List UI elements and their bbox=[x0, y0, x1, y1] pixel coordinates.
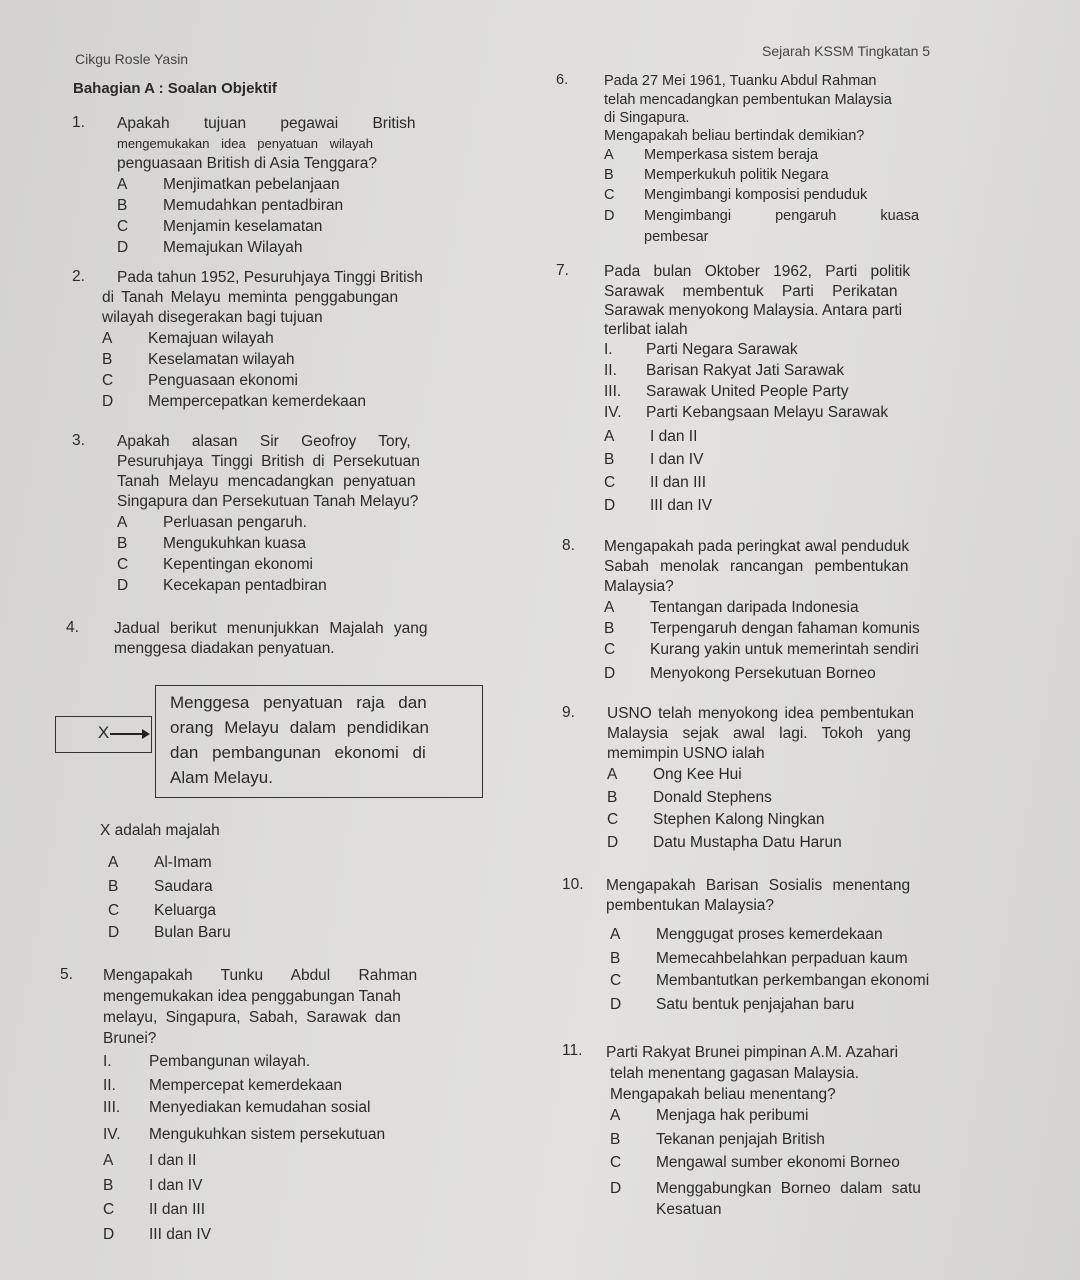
question-number: 2. bbox=[72, 268, 85, 285]
option-c[interactable] bbox=[610, 970, 972, 994]
option-letter: IV. bbox=[103, 1126, 121, 1143]
question-text: terlibat ialah bbox=[604, 321, 688, 338]
option-a[interactable] bbox=[117, 174, 457, 195]
statement-iii bbox=[103, 1098, 470, 1123]
option-d[interactable] bbox=[604, 206, 956, 227]
option-letter: B bbox=[604, 167, 614, 183]
option-letter: D bbox=[604, 497, 616, 514]
question-4 bbox=[66, 619, 486, 659]
option-text: II dan III bbox=[149, 1201, 206, 1218]
option-a[interactable] bbox=[103, 1150, 470, 1175]
question-text: wilayah disegerakan bagi tujuan bbox=[102, 309, 323, 326]
question-text: Mengapakah Barisan Sosialis menentang bbox=[606, 877, 911, 894]
option-letter: D bbox=[607, 834, 619, 851]
option-a[interactable] bbox=[102, 328, 472, 349]
option-text: Menjimatkan pebelanjaan bbox=[163, 176, 340, 193]
statement-ii bbox=[604, 360, 956, 381]
option-letter: C bbox=[604, 187, 615, 203]
option-letter: B bbox=[610, 1131, 621, 1148]
option-letter: A bbox=[604, 147, 614, 163]
option-letter: D bbox=[610, 1180, 622, 1197]
option-letter: A bbox=[604, 599, 615, 616]
option-text: Pembangunan wilayah. bbox=[149, 1053, 311, 1070]
question-text: Malaysia sejak awal lagi. Tokoh yang bbox=[607, 725, 911, 742]
question-1 bbox=[72, 114, 457, 258]
statement-i bbox=[604, 339, 956, 360]
question-text: Apakah alasan Sir Geofroy Tory, bbox=[117, 433, 411, 450]
option-letter: C bbox=[607, 811, 619, 828]
option-text: Tekanan penjajah British bbox=[656, 1131, 825, 1148]
option-d[interactable] bbox=[610, 1178, 982, 1199]
author-name: Cikgu Rosle Yasin bbox=[75, 51, 189, 67]
option-d[interactable] bbox=[108, 922, 231, 946]
question-text: Pada tahun 1952, Pesuruhjaya Tinggi British bbox=[117, 269, 423, 286]
option-text: Mengimbangi komposisi penduduk bbox=[644, 187, 868, 203]
option-text: Menggabungkan Borneo dalam satu bbox=[656, 1180, 921, 1197]
option-letter: IV. bbox=[604, 404, 622, 421]
question-text: memimpin USNO ialah bbox=[607, 745, 765, 762]
option-text: Mengawal sumber ekonomi Borneo bbox=[656, 1154, 900, 1171]
option-b[interactable] bbox=[117, 533, 472, 554]
option-a[interactable] bbox=[604, 597, 962, 618]
option-a[interactable] bbox=[604, 145, 956, 165]
option-letter: C bbox=[610, 972, 622, 989]
option-b[interactable] bbox=[604, 165, 956, 185]
option-letter: A bbox=[108, 854, 119, 871]
option-text: Ong Kee Hui bbox=[653, 766, 742, 783]
option-letter: D bbox=[102, 393, 114, 410]
option-a[interactable] bbox=[610, 1105, 982, 1129]
question-text: Singapura dan Persekutuan Tanah Melayu? bbox=[117, 493, 419, 510]
option-text: Menjamin keselamatan bbox=[163, 218, 323, 235]
option-text: III dan IV bbox=[149, 1226, 212, 1243]
question-text: Brunei? bbox=[103, 1030, 157, 1047]
option-letter: C bbox=[117, 556, 129, 573]
option-text: Penguasaan ekonomi bbox=[148, 372, 298, 389]
question-3 bbox=[72, 432, 472, 596]
box-text: orang Melayu dalam pendidikan bbox=[170, 718, 429, 737]
option-c[interactable] bbox=[610, 1152, 982, 1178]
option-c[interactable] bbox=[117, 216, 457, 237]
option-d[interactable] bbox=[604, 495, 956, 518]
option-letter: B bbox=[604, 451, 615, 468]
option-a[interactable] bbox=[108, 852, 231, 876]
option-text: Memecahbelahkan perpaduan kaum bbox=[656, 950, 908, 967]
option-b[interactable] bbox=[604, 449, 956, 472]
option-a[interactable] bbox=[610, 924, 972, 948]
option-a[interactable] bbox=[607, 764, 972, 787]
option-letter: D bbox=[103, 1226, 115, 1243]
option-text: Kecekapan pentadbiran bbox=[163, 577, 327, 594]
option-text: Parti Negara Sarawak bbox=[646, 341, 798, 358]
question-text: Pesuruhjaya Tinggi British di Persekutuan bbox=[117, 453, 420, 470]
question-text: telah mencadangkan pembentukan Malaysia bbox=[604, 92, 892, 108]
option-d[interactable] bbox=[103, 1224, 470, 1249]
option-c[interactable] bbox=[604, 472, 956, 495]
option-text: Keluarga bbox=[154, 902, 217, 919]
option-text: Memperkasa sistem beraja bbox=[644, 147, 819, 163]
option-text: Tentangan daripada Indonesia bbox=[650, 599, 859, 616]
question-2 bbox=[72, 268, 472, 412]
option-letter: I. bbox=[604, 341, 613, 358]
option-letter: D bbox=[117, 577, 129, 594]
option-text: Menyokong Persekutuan Borneo bbox=[650, 665, 876, 682]
question-text: telah menentang gagasan Malaysia. bbox=[610, 1065, 860, 1082]
option-text: Menyediakan kemudahan sosial bbox=[149, 1099, 371, 1116]
option-text: Stephen Kalong Ningkan bbox=[653, 811, 825, 828]
option-letter: B bbox=[610, 950, 621, 967]
question-text: mengemukakan idea penyatuan wilayah bbox=[117, 136, 373, 151]
question-text: Mengapakah beliau bertindak demikian? bbox=[604, 128, 865, 144]
option-text: Datu Mustapha Datu Harun bbox=[653, 834, 842, 851]
question-number: 7. bbox=[556, 262, 569, 279]
question-text: Jadual berikut menunjukkan Majalah yang bbox=[114, 620, 428, 637]
question-number: 4. bbox=[66, 619, 79, 636]
question-11 bbox=[562, 1042, 982, 1220]
option-letter: C bbox=[102, 372, 114, 389]
option-a[interactable] bbox=[117, 512, 472, 533]
subject-title: Sejarah KSSM Tingkatan 5 bbox=[762, 43, 931, 59]
option-letter: B bbox=[607, 789, 618, 806]
statement-ii bbox=[103, 1074, 470, 1098]
question-4-options bbox=[108, 852, 231, 946]
option-c[interactable] bbox=[604, 639, 962, 660]
option-b[interactable] bbox=[604, 618, 962, 639]
option-text: Mengukuhkan sistem persekutuan bbox=[149, 1126, 386, 1143]
question-text: Sarawak membentuk Parti Perikatan bbox=[604, 283, 898, 300]
option-letter: A bbox=[117, 514, 128, 531]
option-c[interactable] bbox=[102, 370, 472, 391]
option-b[interactable] bbox=[108, 876, 231, 900]
question-number: 9. bbox=[562, 704, 575, 721]
option-text: Kemajuan wilayah bbox=[148, 330, 274, 347]
option-letter: B bbox=[117, 197, 128, 214]
option-text: Memperkukuh politik Negara bbox=[644, 167, 829, 183]
question-text: pembentukan Malaysia? bbox=[606, 897, 775, 914]
option-letter: III. bbox=[103, 1099, 121, 1116]
question-number: 5. bbox=[60, 966, 73, 983]
option-letter: III. bbox=[604, 383, 622, 400]
option-letter: A bbox=[607, 766, 618, 783]
arrow-icon bbox=[110, 733, 144, 735]
option-text: Saudara bbox=[154, 878, 213, 895]
option-d[interactable] bbox=[117, 575, 472, 596]
option-text: Perluasan pengaruh. bbox=[163, 514, 307, 531]
option-b[interactable] bbox=[610, 948, 972, 970]
question-number: 3. bbox=[72, 432, 85, 449]
question-8 bbox=[562, 537, 962, 684]
option-text: Satu bentuk penjajahan baru bbox=[656, 996, 855, 1013]
question-text: menggesa diadakan penyatuan. bbox=[114, 640, 335, 657]
question-stem: X adalah majalah bbox=[100, 822, 220, 839]
question-text: USNO telah menyokong idea pembentukan bbox=[607, 705, 914, 722]
box-text: dan pembangunan ekonomi di bbox=[170, 743, 426, 762]
option-letter: C bbox=[604, 474, 616, 491]
option-text: Sarawak United People Party bbox=[646, 383, 849, 400]
option-letter: B bbox=[117, 535, 128, 552]
option-letter: A bbox=[117, 176, 128, 193]
question-10 bbox=[562, 876, 972, 1018]
option-b[interactable] bbox=[103, 1175, 470, 1199]
question-text: Mengapakah Tunku Abdul Rahman bbox=[103, 967, 418, 984]
box-text: Alam Melayu. bbox=[170, 768, 273, 787]
option-text: Mengukuhkan kuasa bbox=[163, 535, 307, 552]
question-text: Parti Rakyat Brunei pimpinan A.M. Azahari bbox=[606, 1044, 899, 1061]
option-letter: D bbox=[604, 665, 616, 682]
option-letter: C bbox=[117, 218, 129, 235]
option-letter: B bbox=[604, 620, 615, 637]
option-letter: II. bbox=[604, 362, 617, 379]
option-letter: B bbox=[103, 1177, 114, 1194]
option-c[interactable] bbox=[103, 1199, 470, 1224]
question-text: Malaysia? bbox=[604, 578, 674, 595]
statement-i bbox=[103, 1049, 470, 1074]
option-letter: D bbox=[108, 924, 120, 941]
question-number: 10. bbox=[562, 876, 584, 893]
option-c[interactable] bbox=[607, 809, 972, 832]
option-c[interactable] bbox=[604, 185, 956, 206]
option-text: Parti Kebangsaan Melayu Sarawak bbox=[646, 404, 889, 421]
statement-iii bbox=[604, 381, 956, 402]
option-d-continued: Kesatuan bbox=[656, 1201, 722, 1218]
x-label-box: X bbox=[55, 716, 152, 753]
option-text: Mempercepat kemerdekaan bbox=[149, 1077, 342, 1094]
option-letter: B bbox=[108, 878, 119, 895]
option-text: Menjaga hak peribumi bbox=[656, 1107, 809, 1124]
question-number: 1. bbox=[72, 114, 85, 131]
option-letter: C bbox=[103, 1201, 115, 1218]
option-text: Kepentingan ekonomi bbox=[163, 556, 313, 573]
question-text: Pada 27 Mei 1961, Tuanku Abdul Rahman bbox=[604, 73, 877, 89]
statement-iv bbox=[103, 1123, 470, 1150]
option-b[interactable] bbox=[610, 1129, 982, 1152]
option-letter: C bbox=[108, 902, 120, 919]
question-text: melayu, Singapura, Sabah, Sarawak dan bbox=[103, 1009, 401, 1026]
question-number: 8. bbox=[562, 537, 575, 554]
option-text: Memudahkan pentadbiran bbox=[163, 197, 344, 214]
option-text: Memajukan Wilayah bbox=[163, 239, 303, 256]
option-text: I dan II bbox=[149, 1152, 197, 1169]
option-letter: A bbox=[610, 1107, 621, 1124]
option-d[interactable] bbox=[117, 237, 457, 258]
option-letter: D bbox=[117, 239, 129, 256]
option-letter: A bbox=[610, 926, 621, 943]
option-letter: C bbox=[610, 1154, 622, 1171]
section-title: Bahagian A : Soalan Objektif bbox=[73, 80, 277, 97]
option-d[interactable] bbox=[102, 391, 472, 412]
question-text: Pada bulan Oktober 1962, Parti politik bbox=[604, 263, 911, 280]
arrow-head-icon bbox=[142, 729, 150, 739]
question-text: di Singapura. bbox=[604, 110, 690, 126]
option-text: Membantutkan perkembangan ekonomi bbox=[656, 972, 930, 989]
question-text: penguasaan British di Asia Tenggara? bbox=[117, 155, 377, 172]
option-b[interactable] bbox=[102, 349, 472, 370]
option-text: Al-Imam bbox=[154, 854, 212, 871]
option-text: III dan IV bbox=[650, 497, 713, 514]
question-text: Mengapakah beliau menentang? bbox=[610, 1086, 836, 1103]
question-5 bbox=[60, 966, 470, 1249]
box-text: Menggesa penyatuan raja dan bbox=[170, 693, 427, 712]
option-letter: D bbox=[604, 208, 615, 224]
option-text: Barisan Rakyat Jati Sarawak bbox=[646, 362, 845, 379]
option-a[interactable] bbox=[604, 426, 956, 449]
magazine-description-box bbox=[155, 685, 483, 798]
option-c[interactable] bbox=[108, 900, 231, 922]
option-text: Terpengaruh dengan fahaman komunis bbox=[650, 620, 920, 637]
option-text: Kurang yakin untuk memerintah sendiri bbox=[650, 641, 919, 658]
question-text: di Tanah Melayu meminta penggabungan bbox=[102, 289, 399, 306]
option-text: II dan III bbox=[650, 474, 707, 491]
option-d[interactable] bbox=[604, 660, 962, 684]
question-number: 6. bbox=[556, 72, 569, 88]
question-text: Apakah tujuan pegawai British bbox=[117, 115, 416, 132]
option-letter: II. bbox=[103, 1077, 116, 1094]
question-text: Sabah menolak rancangan pembentukan bbox=[604, 558, 909, 575]
option-b[interactable] bbox=[607, 787, 972, 809]
question-9 bbox=[562, 704, 972, 855]
option-text: Bulan Baru bbox=[154, 924, 231, 941]
option-b[interactable] bbox=[117, 195, 457, 216]
option-letter: B bbox=[102, 351, 113, 368]
question-text: Tanah Melayu mencadangkan penyatuan bbox=[117, 473, 416, 490]
option-text: I dan II bbox=[650, 428, 698, 445]
question-text: Sarawak menyokong Malaysia. Antara parti bbox=[604, 302, 903, 319]
option-text: Donald Stephens bbox=[653, 789, 772, 806]
option-d-continued: pembesar bbox=[644, 229, 709, 245]
question-text: mengemukakan idea penggabungan Tanah bbox=[103, 988, 401, 1005]
option-letter: D bbox=[610, 996, 622, 1013]
option-text: Mempercepatkan kemerdekaan bbox=[148, 393, 366, 410]
question-number: 11. bbox=[562, 1042, 583, 1059]
option-d[interactable] bbox=[610, 994, 972, 1018]
question-7 bbox=[556, 262, 956, 518]
option-text: Menggugat proses kemerdekaan bbox=[656, 926, 883, 943]
option-letter: A bbox=[604, 428, 615, 445]
option-text: Mengimbangi pengaruh kuasa bbox=[644, 208, 920, 224]
option-text: I dan IV bbox=[149, 1177, 203, 1194]
option-c[interactable] bbox=[117, 554, 472, 575]
option-d[interactable] bbox=[607, 832, 972, 855]
option-letter: A bbox=[102, 330, 113, 347]
option-letter: I. bbox=[103, 1053, 112, 1070]
question-6 bbox=[556, 72, 956, 247]
option-letter: C bbox=[604, 641, 616, 658]
question-text: Mengapakah pada peringkat awal penduduk bbox=[604, 538, 910, 555]
option-text: I dan IV bbox=[650, 451, 704, 468]
option-text: Keselamatan wilayah bbox=[148, 351, 295, 368]
option-letter: A bbox=[103, 1152, 114, 1169]
statement-iv bbox=[604, 402, 956, 426]
